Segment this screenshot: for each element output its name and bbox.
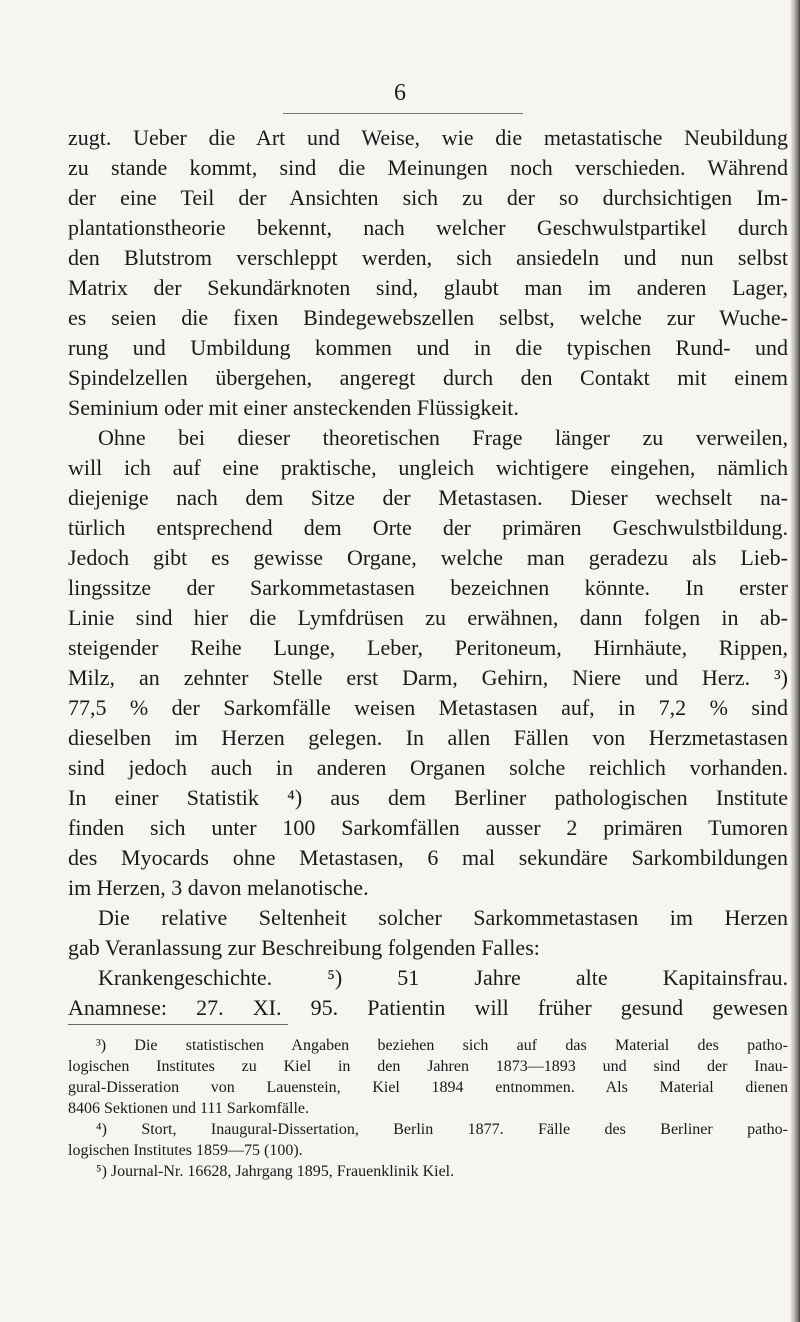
body-text-line: Linie sind hier die Lymfdrüsen zu erwähnen, dann folgen in ab- [68,605,788,630]
footnote-line: 8406 Sektionen und 111 Sarkomfälle. [68,1100,309,1117]
body-text-line: diejenige nach dem Sitze der Metastasen. Dieser wechselt na- [68,485,788,510]
body-text-line: Jedoch gibt es gewisse Organe, welche man geradezu als Lieb- [68,545,788,570]
body-text-line: der eine Teil der Ansichten sich zu der so durchsichtigen Im- [68,185,788,210]
header-rule [283,113,523,114]
body-text-line: will ich auf eine praktische, ungleich wichtigere eingehen, nämlich [68,455,788,480]
body-text-line: plantationstheorie bekennt, nach welcher Geschwulstpartikel durch [68,215,788,240]
body-text-line: des Myocards ohne Metastasen, 6 mal sekundäre Sarkombildungen [68,845,788,870]
body-text-line: Die relative Seltenheit solcher Sarkommetastasen im Herzen [98,905,788,930]
body-text-line: rung und Umbildung kommen und in die typischen Rund- und [68,335,788,360]
body-text-line: steigender Reihe Lunge, Leber, Peritoneum, Hirnhäute, Rippen, [68,635,788,660]
page-number: 6 [394,80,406,106]
body-text-line: zu stande kommt, sind die Meinungen noch verschieden. Während [68,155,788,180]
footnote-line: ⁵) Journal-Nr. 16628, Jahrgang 1895, Frauenklinik Kiel. [96,1163,455,1180]
body-text-line: Krankengeschichte. ⁵) 51 Jahre alte Kapitainsfrau. [98,965,788,990]
footnote-rule [68,1024,288,1025]
body-text-line: 77,5 % der Sarkomfälle weisen Metastasen auf, in 7,2 % sind [68,695,788,720]
footnotes [68,1035,788,1182]
body-text-line: Spindelzellen übergehen, angeregt durch den Contakt mit einem [68,365,788,390]
body-text-line: den Blutstrom verschleppt werden, sich ansiedeln und nun selbst [68,245,788,270]
body-text-line: finden sich unter 100 Sarkomfällen ausser 2 primären Tumoren [68,815,788,840]
body-text-line: zugt. Ueber die Art und Weise, wie die metastatische Neubildung [68,125,788,150]
page-edge-shadow [790,0,800,1322]
footnote-line: logischen Institutes zu Kiel in den Jahren 1873—1893 und sind der Inau- [68,1058,788,1075]
body-text-line: Seminium oder mit einer ansteckenden Flüssigkeit. [68,395,519,420]
body-text-line: Ohne bei dieser theoretischen Frage länger zu verweilen, [98,425,788,450]
body-text-line: Milz, an zehnter Stelle erst Darm, Gehirn, Niere und Herz. ³) [68,665,788,690]
body-text-line: es seien die fixen Bindegewebszellen selbst, welche zur Wuche- [68,305,788,330]
body-text-line: im Herzen, 3 davon melanotische. [68,875,369,900]
footnote-line: ³) Die statistischen Angaben beziehen sich auf das Material des patho- [96,1037,788,1054]
footnote-line: ⁴) Stort, Inaugural-Dissertation, Berlin 1877. Fälle des Berliner patho- [96,1121,788,1138]
footnote-line: gural-Disseration von Lauenstein, Kiel 1894 entnommen. Als Material dienen [68,1079,788,1096]
body-text-line: gab Veranlassung zur Beschreibung folgenden Falles: [68,935,540,960]
body-text-line: dieselben im Herzen gelegen. In allen Fällen von Herzmetastasen [68,725,788,750]
body-text-line: türlich entsprechend dem Orte der primären Geschwulstbildung. [68,515,788,540]
footnote-line: logischen Institutes 1859—75 (100). [68,1142,303,1159]
body-text-line: lingssitze der Sarkommetastasen bezeichnen könnte. In erster [68,575,788,600]
body-text [68,123,788,1023]
body-text-line: Matrix der Sekundärknoten sind, glaubt man im anderen Lager, [68,275,788,300]
body-text-line: Anamnese: 27. XI. 95. Patientin will früher gesund gewesen [68,995,788,1020]
body-text-line: sind jedoch auch in anderen Organen solche reichlich vorhanden. [68,755,788,780]
body-text-line: In einer Statistik ⁴) aus dem Berliner pathologischen Institute [68,785,788,810]
